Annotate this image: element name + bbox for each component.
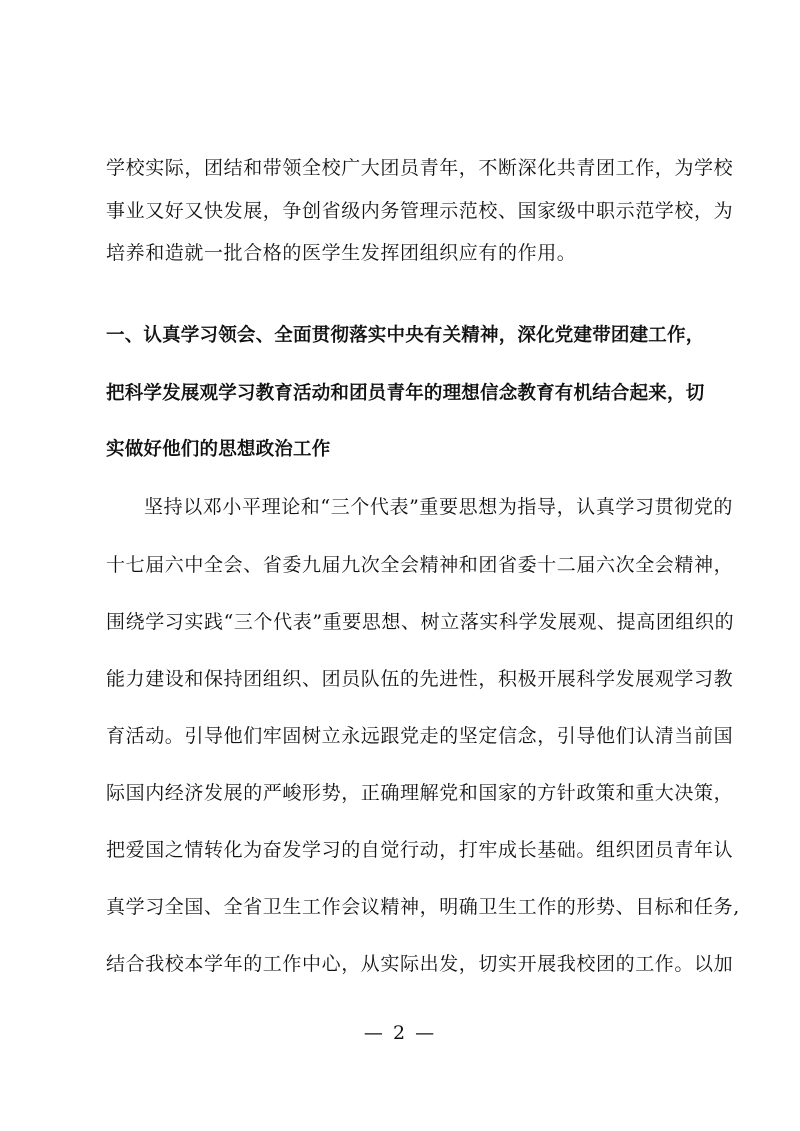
body-line-7: 把爱国之情转化为奋发学习的自觉行动，打牢成长基础。组织团员青年认 bbox=[106, 839, 734, 861]
section-heading-line-3: 实做好他们的思想政治工作 bbox=[106, 439, 331, 460]
body-line-5: 育活动。引导他们牢固树立永远跟党走的坚定信念，引导他们认清当前国 bbox=[106, 725, 734, 747]
section-heading-line-1: 一、认真学习领会、全面贯彻落实中央有关精神，深化党建带团建工作， bbox=[106, 325, 705, 346]
intro-line-2: 事业又好又快发展，争创省级内务管理示范校、国家级中职示范学校，为 bbox=[106, 200, 734, 222]
body-line-2: 十七届六中全会、省委九届九次全会精神和团省委十二届六次全会精神， bbox=[106, 554, 734, 576]
page-number: — 2 — bbox=[363, 1022, 437, 1044]
body-line-1: 坚持以邓小平理论和“三个代表”重要思想为指导，认真学习贯彻党的 bbox=[144, 496, 734, 518]
body-line-8: 真学习全国、全省卫生工作会议精神，明确卫生工作的形势、目标和任务, bbox=[106, 896, 740, 918]
body-line-9: 结合我校本学年的工作中心，从实际出发，切实开展我校团的工作。以加 bbox=[106, 953, 734, 975]
intro-line-1: 学校实际，团结和带领全校广大团员青年，不断深化共青团工作，为学校 bbox=[106, 157, 734, 179]
body-line-6: 际国内经济发展的严峻形势，正确理解党和国家的方针政策和重大决策， bbox=[106, 782, 734, 804]
section-heading-line-2: 把科学发展观学习教育活动和团员青年的理想信念教育有机结合起来，切 bbox=[106, 383, 705, 404]
body-line-4: 能力建设和保持团组织、团员队伍的先进性，积极开展科学发展观学习教 bbox=[106, 668, 734, 690]
intro-line-3: 培养和造就一批合格的医学生发挥团组织应有的作用。 bbox=[106, 242, 577, 264]
body-line-3: 围绕学习实践“三个代表”重要思想、树立落实科学发展观、提高团组织的 bbox=[106, 611, 735, 633]
